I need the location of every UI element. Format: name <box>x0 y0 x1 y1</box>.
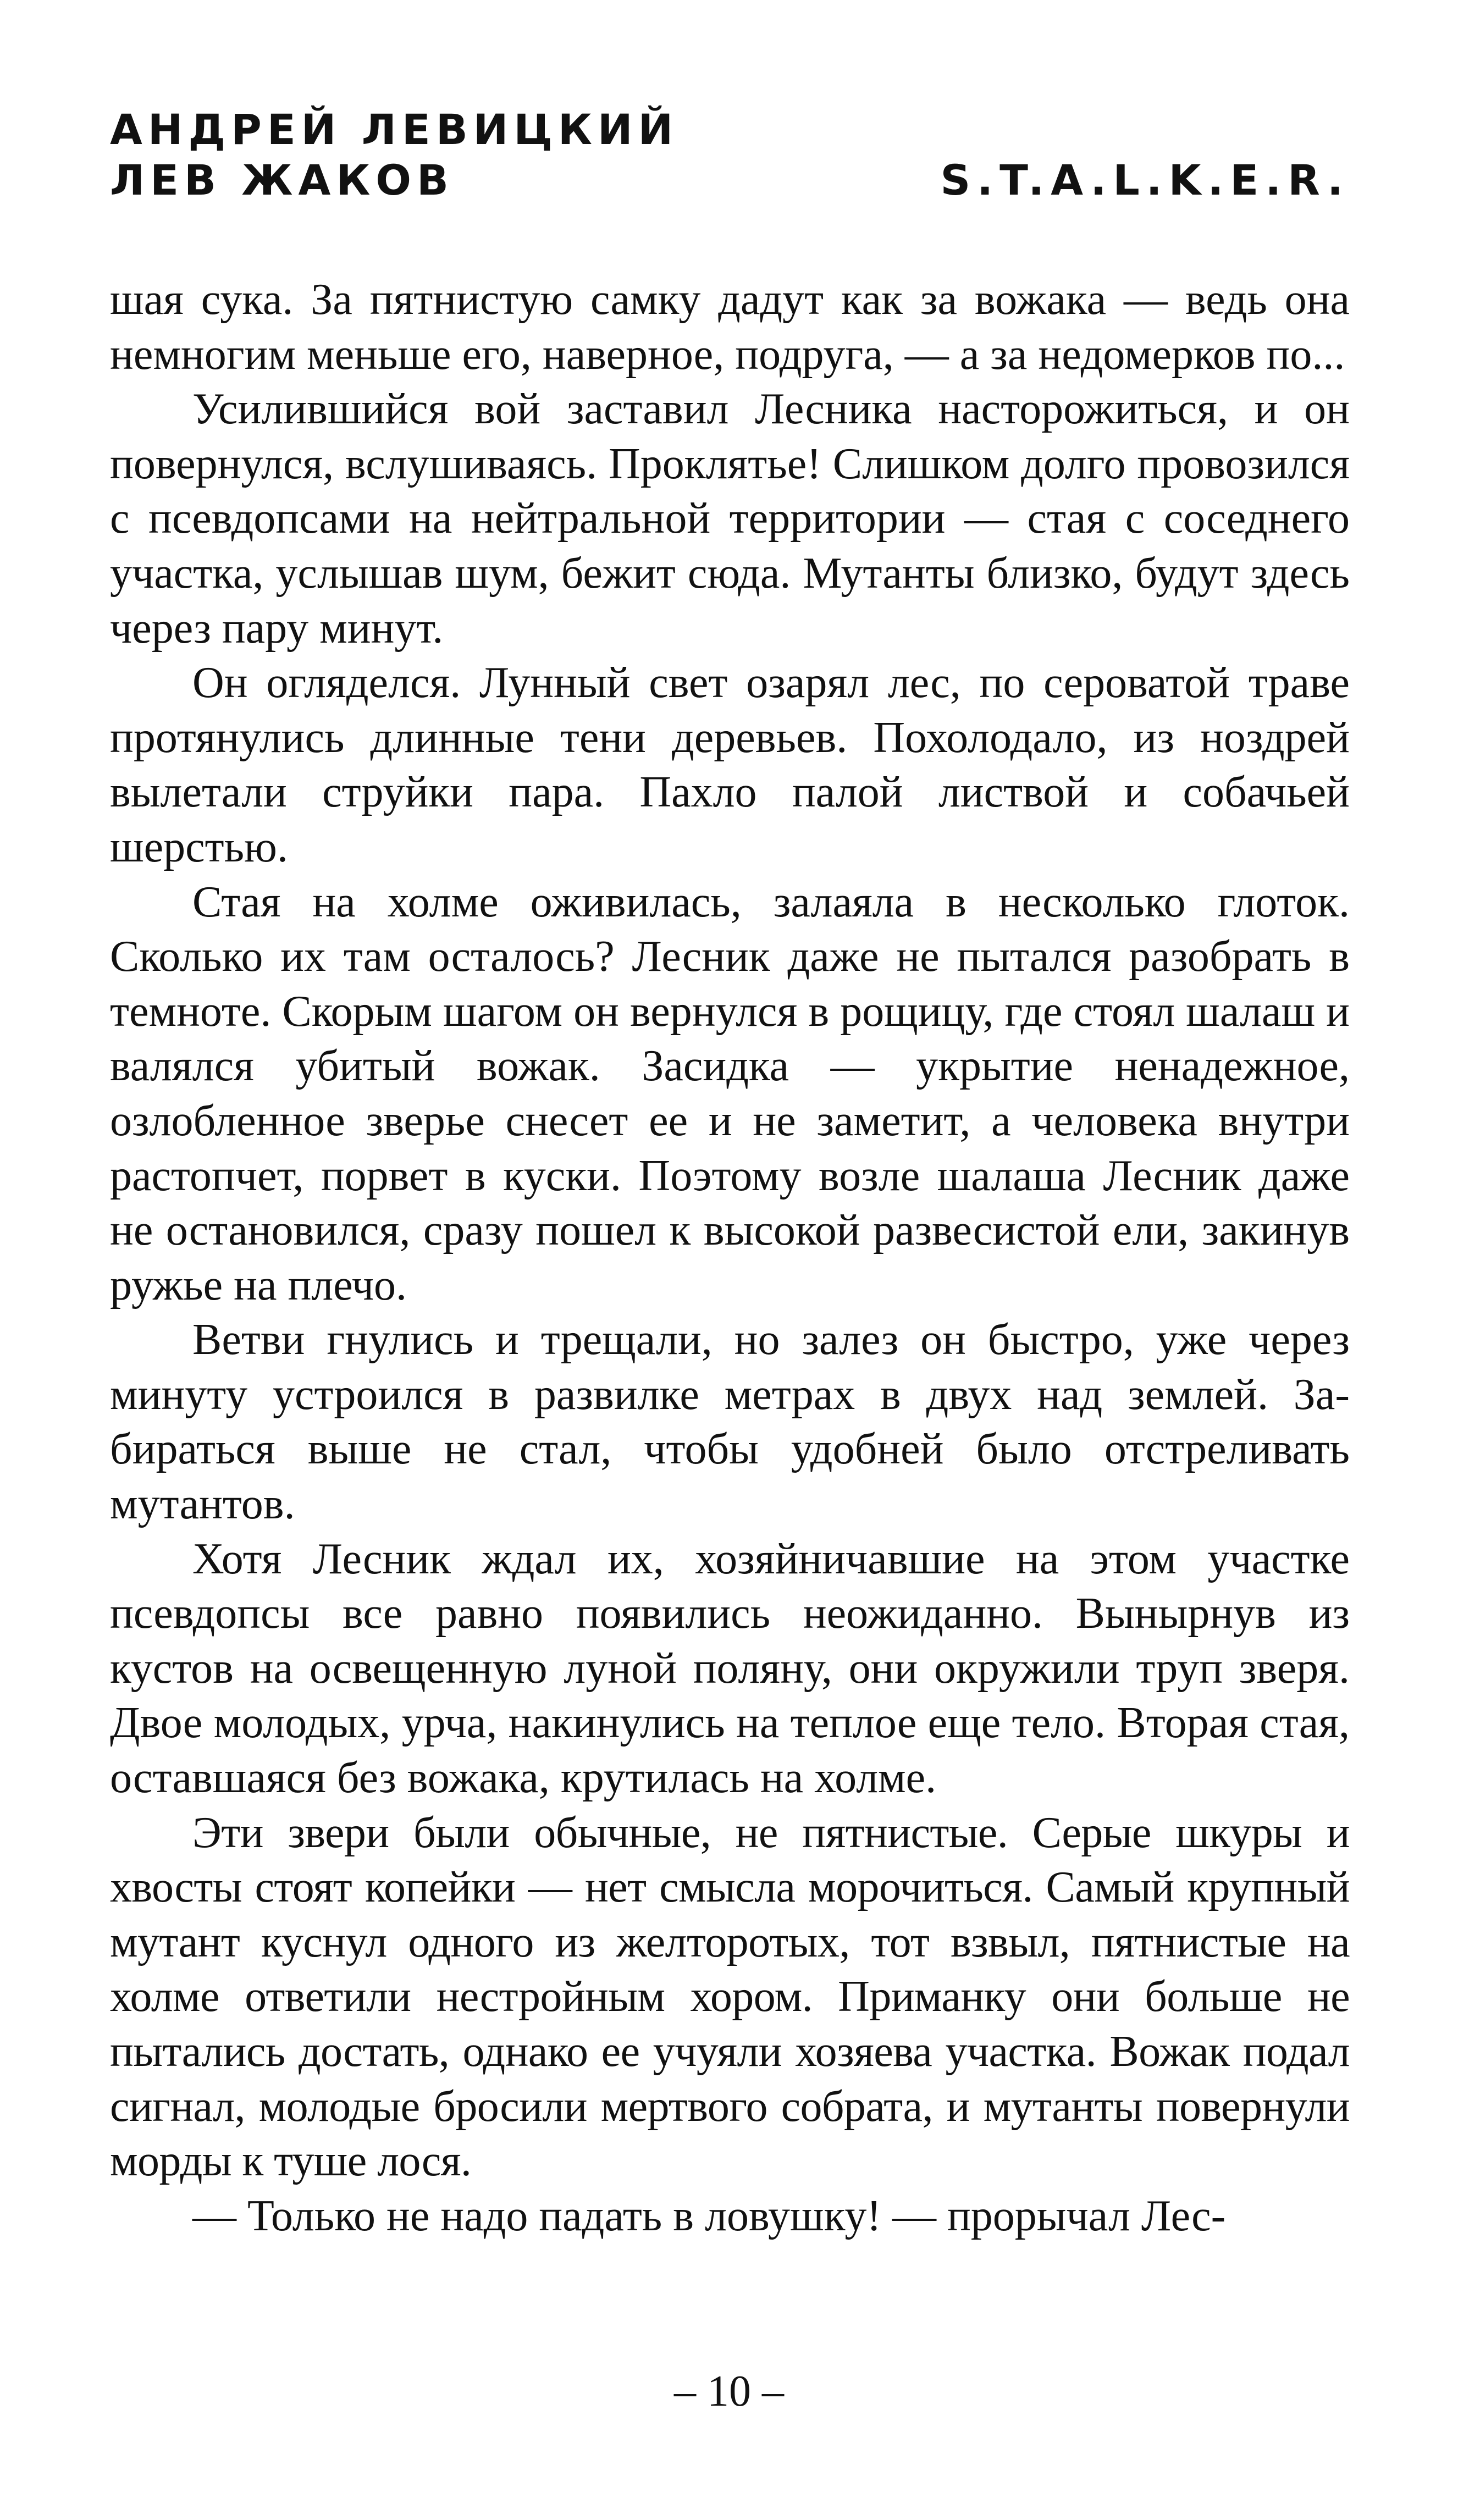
paragraph-1: шая сука. За пятнистую самку дадут как за вожака — ведь она немногим меньше его, наверное, подруга, — а за недомерков по... <box>110 275 1350 379</box>
paragraph-7: Эти звери были обычные, не пятнистые. Серые шкуры и хвосты стоят копейки — нет смысла морочиться. Самый крупный мутант куснул одного из желторотых, тот взвыл, пятнистые на холме ответили нестройным хором. Приманку они больше не пытались достать, однако ее учуяли хозяева участка. Вожак подал сигнал, молодые бросили мертвого собрата, и мутанты повернули морды к туше лося. <box>110 1808 1350 2186</box>
body-text <box>110 273 1350 2243</box>
running-header <box>110 104 1350 209</box>
author-names <box>110 104 678 206</box>
author-name-1: АНДРЕЙ ЛЕВИЦКИЙ <box>110 105 679 154</box>
series-title: S.T.A.L.K.E.R. <box>940 156 1350 205</box>
paragraph-6: Хотя Лесник ждал их, хозяйничавшие на этом участке псевдопсы все равно появились неожиданно. Вынырнув из кустов на освещенную луной поляну, они окружили труп зверя. Двое молодых, урча, накинулись на теплое еще тело. Вторая стая, оставшаяся без вожака, крутилась на холме. <box>110 1534 1350 1803</box>
paragraph-2: Усилившийся вой заставил Лесника насторожиться, и он повернулся, вслушиваясь. Проклятье! Слишком долго провозился с псевдопсами на нейтральной территории — стая с соседнего участка, услышав шум, бежит сюда. Мутанты близко, будут здесь через пару минут. <box>110 385 1350 653</box>
paragraph-3: Он огляделся. Лунный свет озарял лес, по сероватой траве протянулись длинные тени деревьев. Похолодало, из ноздрей вылетали струйки пара. Пахло палой листвой и собачьей шерстью. <box>110 659 1350 871</box>
paragraph-4: Стая на холме оживилась, залаяла в несколько глоток. Сколько их там осталось? Лесник даже не пытался разобрать в темноте. Скорым шагом он вернулся в рощицу, где стоял шалаш и валялся убитый вожак. Засидка — укрытие ненадежное, озлобленное зверье снесет ее и не заметит, а человека внутри растопчет, порвет в куски. Поэтому возле шалаша Лесник даже не остановился, сразу пошел к высокой развесистой ели, закинув ружье на плечо. <box>110 877 1350 1309</box>
page-number: – 10 – <box>674 2367 784 2416</box>
author-name-2: ЛЕВ ЖАКОВ <box>110 156 454 205</box>
paragraph-8: — Только не надо падать в ловушку! — прорычал Лес- <box>192 2191 1226 2240</box>
paragraph-5: Ветви гнулись и трещали, но залез он быстро, уже через минуту устроился в развилке метрах в двух над землей. Забираться выше не стал, чтобы удобней было отстреливать мутантов. <box>110 1316 1350 1529</box>
